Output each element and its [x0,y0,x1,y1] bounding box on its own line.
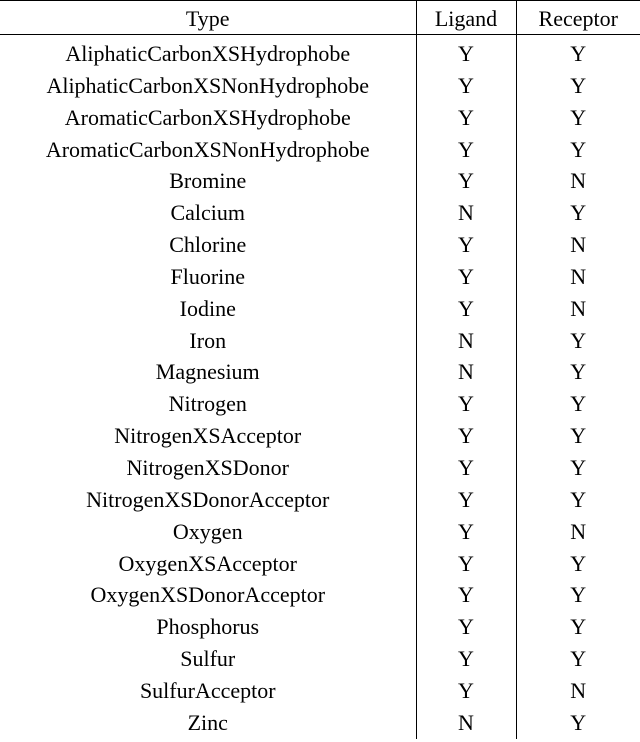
cell-type: Zinc [187,709,228,735]
cell-ligand: Y [416,548,516,580]
cell-receptor: Y [516,197,640,229]
table-row [0,197,640,229]
cell-receptor: Y [516,452,640,484]
cell-type: Iron [189,327,227,353]
header-row [0,1,640,35]
cell-receptor: N [516,165,640,197]
cell-type: SulfurAcceptor [139,677,276,703]
cell-receptor: Y [516,707,640,739]
cell-ligand: Y [416,165,516,197]
cell-type: AromaticCarbonXSNonHydrophobe [45,136,370,162]
cell-ligand: Y [416,452,516,484]
cell-receptor: Y [516,38,640,70]
cell-ligand: N [416,325,516,357]
header-ligand: Ligand [416,1,516,35]
table-row [0,579,640,611]
table-row [0,134,640,166]
cell-ligand: Y [416,38,516,70]
cell-type: NitrogenXSAcceptor [114,423,302,449]
table-row [0,388,640,420]
cell-ligand: N [416,356,516,388]
cell-receptor: Y [516,643,640,675]
table-row [0,38,640,70]
cell-receptor: Y [516,356,640,388]
cell-ligand: Y [416,388,516,420]
cell-ligand: Y [416,579,516,611]
cell-ligand: Y [416,261,516,293]
table-body [0,35,640,739]
cell-type: Bromine [169,168,247,194]
table-row [0,452,640,484]
table-row [0,420,640,452]
cell-receptor: Y [516,484,640,516]
table-row [0,229,640,261]
cell-receptor: Y [516,388,640,420]
cell-ligand: Y [416,643,516,675]
table-row [0,325,640,357]
cell-type: Chlorine [169,232,247,258]
cell-type: Nitrogen [168,391,247,417]
cell-receptor: Y [516,134,640,166]
cell-ligand: Y [416,484,516,516]
cell-receptor: Y [516,70,640,102]
cell-type: Fluorine [170,263,246,289]
table-row [0,102,640,134]
cell-type: OxygenXSAcceptor [118,550,297,576]
table-row [0,165,640,197]
cell-receptor: N [516,516,640,548]
cell-type: Magnesium [155,359,260,385]
cell-receptor: Y [516,579,640,611]
cell-ligand: Y [416,420,516,452]
cell-type: AromaticCarbonXSHydrophobe [64,104,351,130]
cell-ligand: Y [416,70,516,102]
table-row [0,70,640,102]
table-row [0,261,640,293]
cell-type: Oxygen [172,518,243,544]
cell-ligand: Y [416,516,516,548]
cell-type: AliphaticCarbonXSNonHydrophobe [46,72,370,98]
cell-type: NitrogenXSDonor [126,454,290,480]
table-row [0,484,640,516]
cell-type: Calcium [170,200,246,226]
cell-receptor: Y [516,102,640,134]
cell-type: Phosphorus [156,614,260,640]
cell-receptor: N [516,675,640,707]
table-row [0,293,640,325]
cell-ligand: Y [416,675,516,707]
cell-ligand: N [416,707,516,739]
table-row [0,516,640,548]
cell-ligand: Y [416,134,516,166]
cell-type: NitrogenXSDonorAcceptor [86,486,330,512]
cell-ligand: N [416,197,516,229]
header-type: Type [0,1,416,35]
cell-receptor: Y [516,611,640,643]
cell-type: OxygenXSDonorAcceptor [90,582,326,608]
cell-receptor: N [516,261,640,293]
cell-receptor: N [516,293,640,325]
cell-receptor: Y [516,420,640,452]
cell-receptor: Y [516,325,640,357]
cell-ligand: Y [416,611,516,643]
table-row [0,611,640,643]
cell-ligand: Y [416,229,516,261]
cell-ligand: Y [416,102,516,134]
cell-ligand: Y [416,293,516,325]
table-row [0,356,640,388]
table-row [0,707,640,739]
header-receptor: Receptor [516,1,640,35]
cell-type: Sulfur [180,646,236,672]
cell-type: AliphaticCarbonXSHydrophobe [65,41,351,66]
table-row [0,643,640,675]
cell-receptor: N [516,229,640,261]
table-row [0,675,640,707]
table-row [0,548,640,580]
cell-receptor: Y [516,548,640,580]
cell-type: Iodine [179,295,236,321]
